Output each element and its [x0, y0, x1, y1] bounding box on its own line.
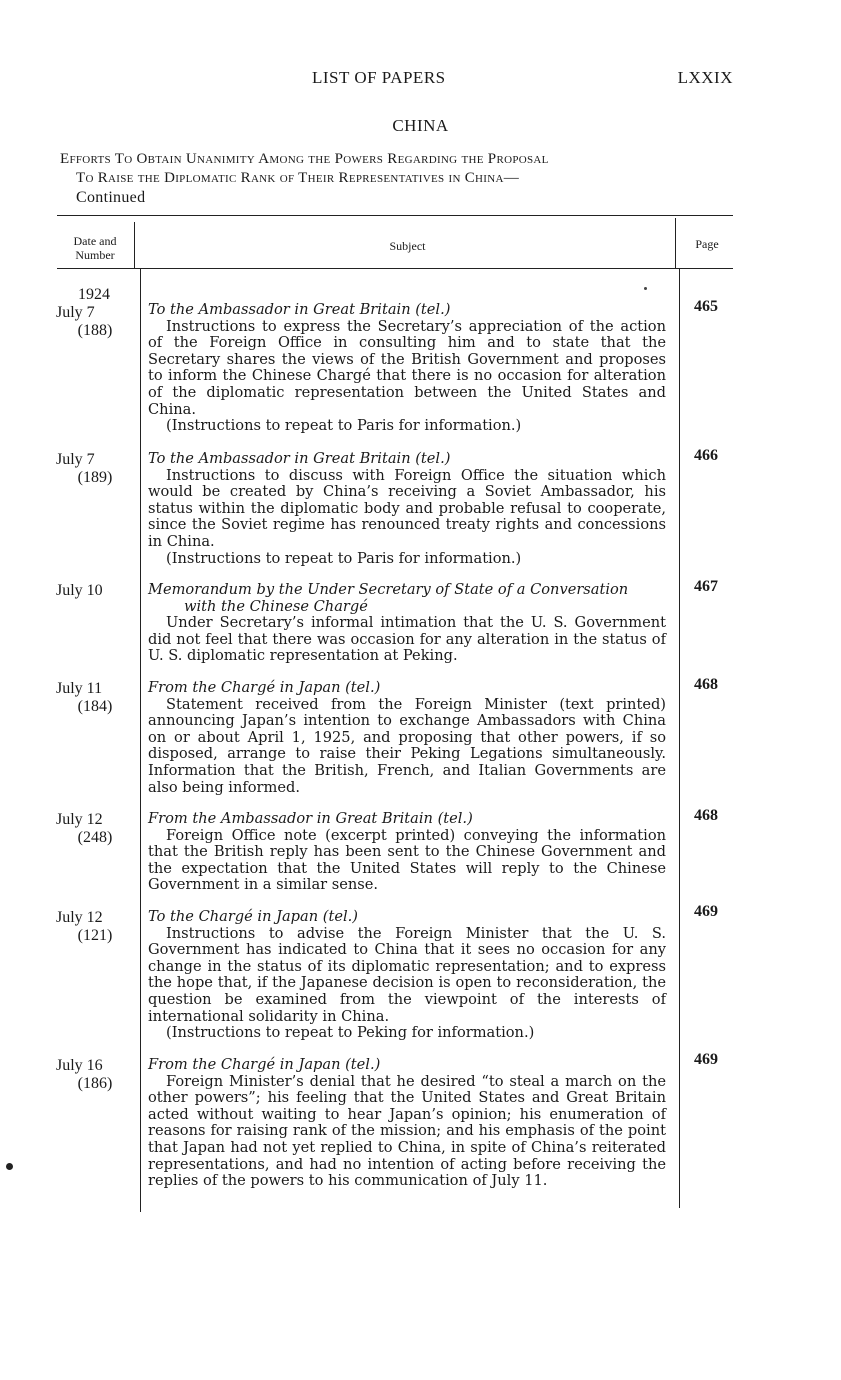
entry-body: Foreign Minister’s denial that he desired “to steal a march on the other powers”; his feeling that the United States and Great Britain acted without waiting to hear Japan’s opinion; his enumeration of reasons for raising rank of the mission; and his emphasis of the point that Japan had not yet replied to China, in spite of China’s reiterated representations, and had no intention of acting before receiving the replies of the powers to his communication of July 11.: [148, 1072, 666, 1190]
entry-page: 468: [694, 807, 718, 824]
entry-date: [56, 680, 128, 716]
entry-page: 469: [694, 1051, 718, 1068]
margin-bullet: [6, 1163, 13, 1170]
column-header-date-line-1: Date and: [73, 234, 117, 248]
entry-date-text: July 12: [56, 811, 103, 828]
entry-title: From the Chargé in Japan (tel.): [148, 1056, 381, 1073]
entry-subject: [148, 680, 666, 796]
column-header-date: [58, 234, 132, 262]
entry-title: From the Chargé in Japan (tel.): [148, 679, 381, 696]
column-header-subject: Subject: [389, 239, 426, 253]
column-divider-date: [140, 268, 141, 1212]
entry-title-continued: with the Chinese Chargé: [184, 597, 368, 615]
column-divider-date-header: [134, 222, 135, 268]
entry-number: (248): [77, 829, 113, 846]
column-header-page: Page: [695, 237, 719, 251]
stray-mark: [644, 287, 647, 290]
entry-title: From the Ambassador in Great Britain (tel.): [148, 810, 473, 827]
entry-date: [56, 1057, 128, 1093]
entry-subject: [148, 811, 666, 894]
section-title: CHINA: [392, 116, 449, 135]
entry-date-text: July 12: [56, 909, 103, 926]
entry-date-text: July 10: [56, 582, 103, 599]
column-divider-page-header: [675, 218, 676, 268]
entry-page: 469: [694, 903, 718, 920]
entry-subject: [148, 1057, 666, 1190]
entry-title: To the Ambassador in Great Britain (tel.): [148, 301, 451, 318]
topic-heading-line-2: To Raise the Diplomatic Rank of Their Representatives in China—: [76, 170, 520, 186]
running-head-title: LIST OF PAPERS: [312, 68, 446, 87]
topic-heading-line-1: Efforts To Obtain Unanimity Among the Powers Regarding the Proposal: [60, 151, 549, 167]
entry-title: Memorandum by the Under Secretary of State of a Conversation: [148, 581, 629, 598]
entry-number: (188): [77, 322, 113, 339]
entry-note: (Instructions to repeat to Paris for information.): [166, 417, 522, 435]
column-divider-page: [679, 268, 680, 1208]
entry-title: To the Ambassador in Great Britain (tel.): [148, 450, 451, 467]
entry-subject: [148, 451, 666, 567]
entry-subject: [148, 909, 666, 1042]
entry-note: (Instructions to repeat to Peking for information.): [166, 1024, 535, 1042]
entry-body: Instructions to express the Secretary’s appreciation of the action of the Foreign Office in consulting him and to state that the Secretary shares the views of the British Government and proposes to inform the Chinese Chargé that there is no occasion for alteration of the diplomatic representation between the United States and China.: [148, 317, 666, 418]
entry-page: 465: [694, 298, 718, 315]
entry-body: Under Secretary’s informal intimation that the U. S. Government did not feel that there was occasion for any alteration in the status of U. S. diplomatic representation at Peking.: [148, 614, 666, 665]
entry-subject: [148, 582, 666, 665]
entry-date-text: July 7: [56, 451, 95, 468]
entry-date: [56, 811, 128, 847]
entry-date: [56, 451, 128, 487]
entry-number: (189): [77, 469, 113, 486]
entry-date: [56, 582, 128, 600]
topic-heading: [60, 150, 740, 207]
entry-title: To the Chargé in Japan (tel.): [148, 908, 358, 925]
entry-page: 467: [694, 578, 718, 595]
entry-number: (184): [77, 698, 113, 715]
entry-date-text: July 7: [56, 304, 95, 321]
entry-page: 466: [694, 447, 718, 464]
topic-heading-line-3: Continued: [76, 189, 146, 206]
entry-date-text: July 11: [56, 680, 103, 697]
entry-subject: [148, 302, 666, 435]
entry-note: (Instructions to repeat to Paris for information.): [166, 549, 522, 567]
table-header-rule: [57, 268, 733, 269]
table-top-rule: [57, 215, 733, 216]
running-head: [0, 68, 841, 92]
entry-body: Foreign Office note (excerpt printed) conveying the information that the British reply has been sent to the Chinese Government and the expectation that the United States will reply to the Chinese Government in a similar sense.: [148, 826, 666, 894]
entry-year: 1924: [78, 286, 110, 303]
entry-number: (186): [77, 1075, 113, 1092]
entry-number: (121): [77, 927, 113, 944]
page-folio: LXXIX: [677, 68, 733, 87]
entry-body: Instructions to discuss with Foreign Office the situation which would be created by China’s receiving a Soviet Ambassador, his status within the diplomatic body and probable refusal to cooperate, since the Soviet regime has renounced treaty rights and concessions in China.: [148, 466, 666, 550]
entry-page: 468: [694, 676, 718, 693]
entry-date-text: July 16: [56, 1057, 103, 1074]
entry-date: [56, 909, 128, 945]
entry-date: [56, 286, 128, 340]
column-header-date-line-2: Number: [75, 248, 115, 262]
entry-body: Instructions to advise the Foreign Minister that the U. S. Government has indicated to China that it sees no occasion for any change in the status of its diplomatic representation; and to express the hope that, if the Japanese decision is open to reconsideration, the question be examined from the viewpoint of the interests of international solidarity in China.: [148, 924, 666, 1025]
entry-body: Statement received from the Foreign Minister (text printed) announcing Japan’s intention to exchange Ambassadors with China on or about April 1, 1925, and proposing that other powers, if so disposed, arrange to raise their Peking Legations simultaneously. Information that the British, French, and Italian Governments are also being informed.: [148, 695, 666, 796]
